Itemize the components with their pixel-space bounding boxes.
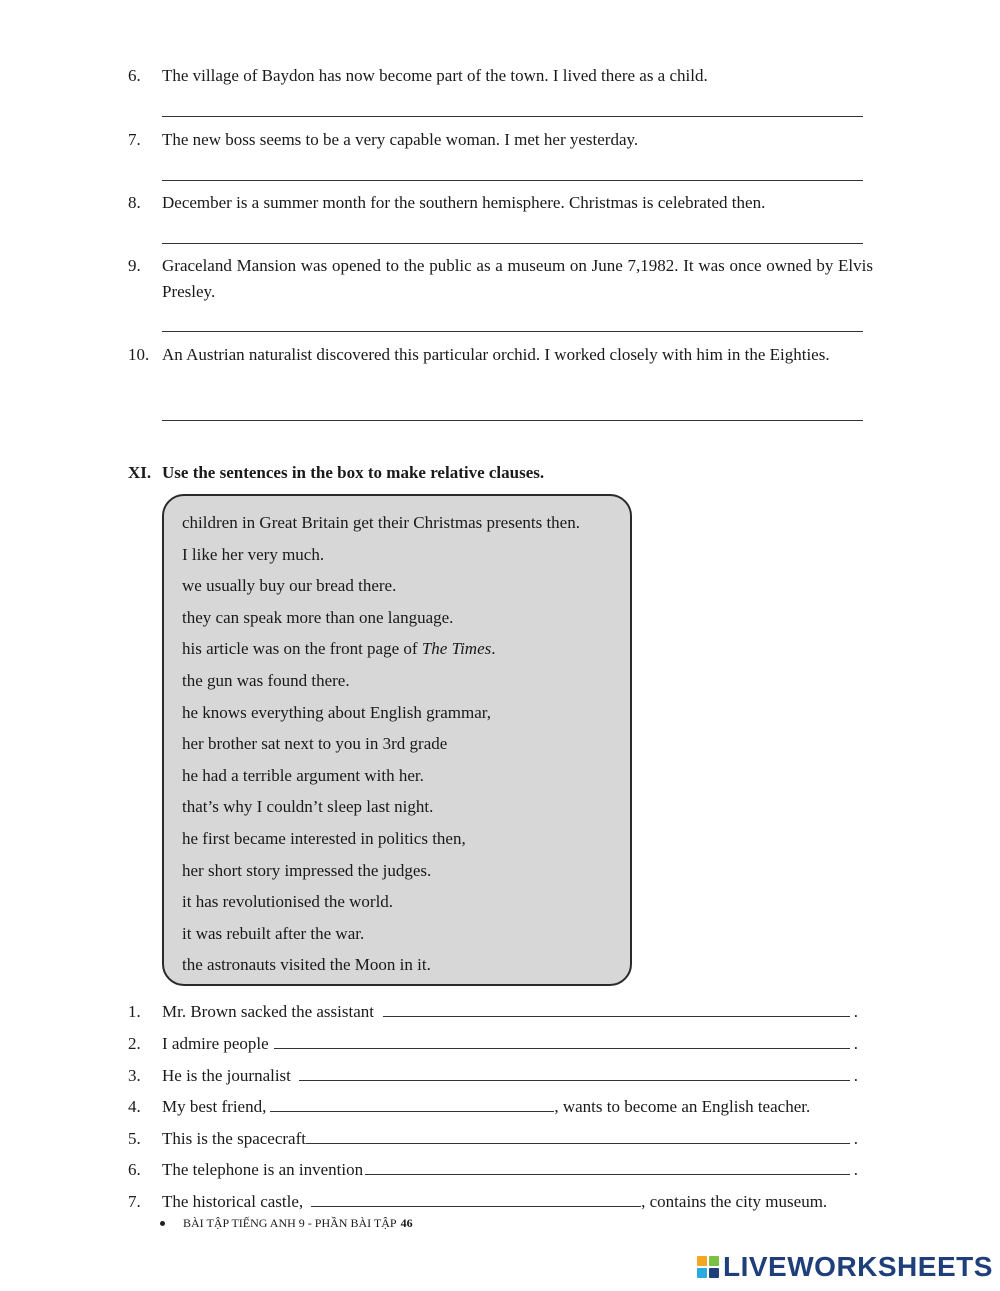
item-text: Graceland Mansion was opened to the public as a museum on June 7,1982. It was once owned by Elvis Presley. (162, 256, 873, 301)
answer-blank[interactable] (365, 1157, 850, 1175)
item-prompt: The telephone is an invention (162, 1160, 364, 1179)
item-prompt: The historical castle, (162, 1192, 304, 1211)
answer-line-7[interactable] (162, 180, 863, 181)
answer-line-9[interactable] (162, 331, 863, 332)
logo-block (709, 1256, 719, 1266)
section-heading (128, 463, 544, 483)
item-ending: . (853, 1129, 858, 1148)
box-sentence: children in Great Britain get their Christmas presents then. (182, 513, 580, 532)
item-prompt: I admire people (162, 1034, 269, 1053)
exercise-item-9 (128, 253, 873, 305)
box-sentence-text: his article was on the front page of (182, 639, 422, 659)
item-number: 4. (128, 1097, 141, 1116)
item-text: The new boss seems to be a very capable woman. I met her yesterday. (162, 130, 639, 149)
answer-blank[interactable] (299, 1063, 850, 1081)
item-number: 6. (128, 66, 141, 85)
item-number: 7. (128, 1192, 141, 1211)
exercise-item-6 (128, 63, 873, 89)
newspaper-title: The Times (421, 639, 492, 659)
footer-label: BÀI TẬP TIẾNG ANH 9 - PHẦN BÀI TẬP (183, 1216, 397, 1230)
sentence-list (164, 496, 630, 981)
answer-blank[interactable] (270, 1094, 554, 1112)
page-number: 46 (400, 1216, 413, 1230)
item-ending: . (853, 1066, 858, 1085)
box-sentence: he knows everything about English grammar, (182, 702, 492, 722)
answer-blank[interactable] (311, 1189, 641, 1207)
item-text: The village of Baydon has now become part of the town. I lived there as a child. (162, 66, 708, 85)
item-number: 7. (128, 130, 141, 149)
logo-block (697, 1256, 707, 1266)
box-sentence: I like her very much. (182, 544, 325, 564)
liveworksheets-logo[interactable] (697, 1252, 993, 1282)
box-sentence: her brother sat next to you in 3rd grade (182, 734, 448, 754)
fill-item-2 (128, 1031, 858, 1057)
page-footer (160, 1216, 413, 1231)
answer-blank[interactable] (274, 1031, 850, 1049)
box-sentence: he first became interested in politics then, (182, 828, 466, 848)
item-prompt: My best friend, (162, 1097, 267, 1116)
item-ending: . (853, 1160, 858, 1179)
item-text: An Austrian naturalist discovered this particular orchid. I worked closely with him in the Eighties. (162, 345, 830, 364)
fill-item-5 (128, 1126, 858, 1152)
item-ending: . (853, 1034, 858, 1053)
box-sentence: her short story impressed the judges. (182, 860, 432, 880)
box-sentence: we usually buy our bread there. (182, 576, 397, 596)
section-title: Use the sentences in the box to make relative clauses. (162, 463, 545, 482)
box-sentence: he had a terrible argument with her. (182, 765, 424, 785)
box-sentence (182, 633, 630, 665)
item-ending: , wants to become an English teacher. (554, 1097, 811, 1116)
fill-item-7 (128, 1189, 858, 1215)
fill-item-6 (128, 1157, 858, 1183)
box-sentence: the astronauts visited the Moon in it. (182, 955, 431, 975)
box-sentence: it has revolutionised the world. (182, 892, 394, 912)
logo-text: LIVEWORKSHEETS (723, 1251, 993, 1282)
item-number: 9. (128, 256, 141, 275)
exercise-item-10 (128, 342, 873, 368)
box-sentence: that’s why I couldn’t sleep last night. (182, 797, 434, 817)
fill-item-1 (128, 999, 858, 1025)
item-prompt: This is the spacecraft (162, 1129, 306, 1148)
item-number: 8. (128, 193, 141, 212)
box-sentence: it was rebuilt after the war. (182, 923, 365, 943)
bullet-icon (160, 1221, 165, 1226)
logo-blocks-icon (697, 1256, 719, 1278)
answer-blank[interactable] (306, 1126, 850, 1144)
sentence-box (162, 494, 632, 986)
answer-line-10[interactable] (162, 420, 863, 421)
item-number: 6. (128, 1160, 141, 1179)
sentence-period: . (491, 639, 496, 659)
fill-item-4 (128, 1094, 858, 1120)
item-number: 5. (128, 1129, 141, 1148)
box-sentence: the gun was found there. (182, 670, 350, 690)
item-ending: , contains the city museum. (641, 1192, 828, 1211)
answer-blank[interactable] (383, 999, 850, 1017)
box-sentence: they can speak more than one language. (182, 607, 454, 627)
item-number: 3. (128, 1066, 141, 1085)
item-number: 1. (128, 1002, 141, 1021)
logo-block (697, 1268, 707, 1278)
item-number: 2. (128, 1034, 141, 1053)
item-number: 10. (128, 345, 150, 364)
section-number: XI. (128, 463, 152, 482)
fill-item-3 (128, 1063, 858, 1089)
item-prompt: Mr. Brown sacked the assistant (162, 1002, 374, 1021)
answer-line-8[interactable] (162, 243, 863, 244)
exercise-item-7 (128, 127, 873, 153)
item-text: December is a summer month for the southern hemisphere. Christmas is celebrated then. (162, 193, 766, 212)
exercise-item-8 (128, 190, 873, 216)
answer-line-6[interactable] (162, 116, 863, 117)
item-prompt: He is the journalist (162, 1066, 291, 1085)
item-ending: . (853, 1002, 858, 1021)
logo-block (709, 1268, 719, 1278)
